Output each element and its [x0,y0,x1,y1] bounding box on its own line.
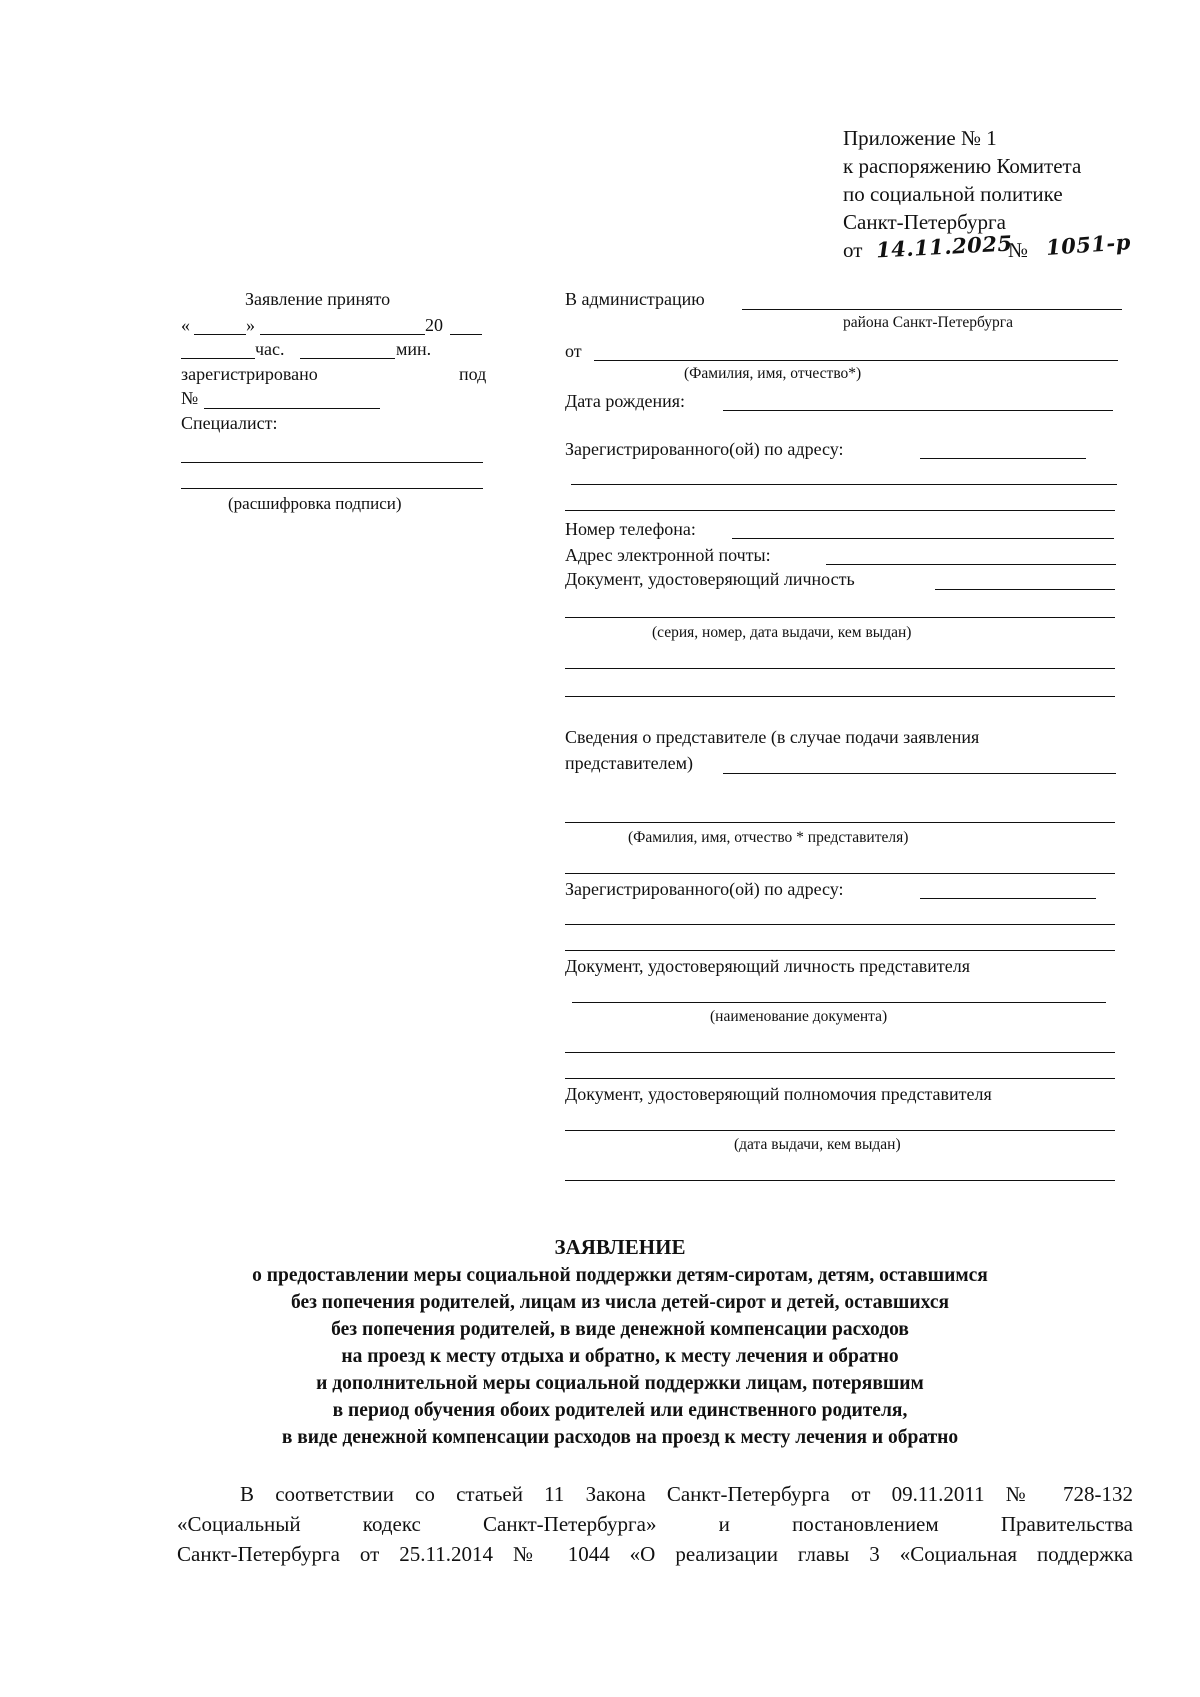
day-field[interactable] [194,334,246,335]
statement-line-4: на проезд к месту отдыха и обратно, к месту лечения и обратно [341,1346,899,1367]
year-prefix: 20 [425,315,443,335]
representative-info-label-2: представителем) [565,753,693,773]
year-field[interactable] [450,334,482,335]
hours-label: час. [255,339,285,359]
representative-info-field[interactable] [723,773,1116,774]
registered-address-label: Зарегистрированного(ой) по адресу: [565,439,844,459]
address-field[interactable] [920,458,1086,459]
address-line-3[interactable] [565,510,1115,511]
quote-open: « [181,315,190,335]
body-line-2: «Социальный кодекс Санкт-Петербурга» и постановлением Правительства [177,1512,1133,1536]
appendix-ref: к распоряжению Комитета [843,154,1082,178]
administration-field[interactable] [742,309,1122,310]
registered-label: зарегистрировано [181,364,318,384]
to-administration-label: В администрацию [565,289,705,309]
signature-decoding-field[interactable] [181,488,483,489]
rep-address-field[interactable] [920,898,1096,899]
id-document-line-2[interactable] [565,617,1115,618]
phone-field[interactable] [732,538,1114,539]
birth-date-field[interactable] [723,410,1113,411]
rep-address-line-3[interactable] [565,950,1115,951]
rep-doc-caption: (наименование документа) [710,1008,888,1025]
statement-line-6: в период обучения обоих родителей или единственного родителя, [332,1400,908,1421]
id-document-caption: (серия, номер, дата выдачи, кем выдан) [652,624,912,641]
birth-date-label: Дата рождения: [565,391,686,411]
minutes-label: мин. [396,339,432,359]
appendix-committee: по социальной политике [843,182,1063,206]
body-line-3: Санкт-Петербурга от 25.11.2014 № 1044 «О реализации главы 3 «Социальная поддержка [177,1542,1133,1566]
specialist-label: Специалист: [181,413,278,433]
from-label: от [565,341,582,361]
email-label: Адрес электронной почты: [565,545,771,565]
representative-fio-caption: (Фамилия, имя, отчество * представителя) [628,829,909,846]
signature-caption: (расшифровка подписи) [228,494,402,513]
rep-id-document-label: Документ, удостоверяющий личность представителя [565,956,971,976]
id-document-line-4[interactable] [565,696,1115,697]
id-document-line-3[interactable] [565,668,1115,669]
id-document-field[interactable] [935,589,1115,590]
id-document-label: Документ, удостоверяющий личность [565,569,855,589]
appendix-number: Приложение № 1 [843,126,997,150]
phone-label: Номер телефона: [565,519,696,539]
reg-number-sign: № [181,388,199,408]
district-caption: района Санкт-Петербурга [843,314,1014,331]
accepted-title: Заявление принято [245,289,391,309]
specialist-signature-field[interactable] [181,462,483,463]
rep-address-label: Зарегистрированного(ой) по адресу: [565,879,844,899]
minutes-field[interactable] [300,358,395,359]
statement-line-1: о предоставлении меры социальной поддержки детям-сиротам, детям, оставшимся [252,1265,988,1286]
statement-line-3: без попечения родителей, в виде денежной компенсации расходов [331,1319,909,1340]
representative-info-label: Сведения о представителе (в случае подачи заявления [565,727,980,747]
quote-close: » [246,315,255,335]
rep-authority-caption: (дата выдачи, кем выдан) [734,1136,901,1153]
rep-address-line-2[interactable] [565,924,1115,925]
order-date-handwritten: 14.11.2025 [875,230,1014,263]
statement-line-2: без попечения родителей, лицам из числа детей-сирот и детей, оставшихся [290,1292,950,1313]
month-field[interactable] [260,334,425,335]
representative-line[interactable] [565,873,1115,874]
rep-doc-line-2[interactable] [565,1052,1115,1053]
address-line-2[interactable] [571,484,1117,485]
hours-field[interactable] [181,358,255,359]
order-number-prefix: № [1008,238,1029,262]
fio-caption: (Фамилия, имя, отчество*) [684,365,862,382]
statement-line-5: и дополнительной меры социальной поддержки лицам, потерявшим [316,1373,924,1394]
order-number-handwritten: 1051-р [1045,229,1132,260]
applicant-fio-field[interactable] [594,360,1118,361]
body-line-1: В соответствии со статьей 11 Закона Санкт-Петербурга от 09.11.2011 № 728-132 [240,1482,1133,1506]
rep-id-document-field[interactable] [572,1002,1106,1003]
statement-heading: ЗАЯВЛЕНИЕ [554,1235,686,1259]
representative-fio-field[interactable] [565,822,1115,823]
order-date-prefix: от [843,238,863,262]
email-field[interactable] [826,564,1116,565]
reg-number-field[interactable] [204,408,380,409]
rep-doc-line-3[interactable] [565,1078,1115,1079]
statement-line-7: в виде денежной компенсации расходов на проезд к месту лечения и обратно [281,1427,959,1448]
rep-authority-label: Документ, удостоверяющий полномочия представителя [565,1084,992,1104]
appendix-city: Санкт-Петербурга [843,210,1006,234]
rep-authority-line-2[interactable] [565,1180,1115,1181]
under-label: под [459,364,487,384]
rep-authority-field[interactable] [565,1130,1115,1131]
